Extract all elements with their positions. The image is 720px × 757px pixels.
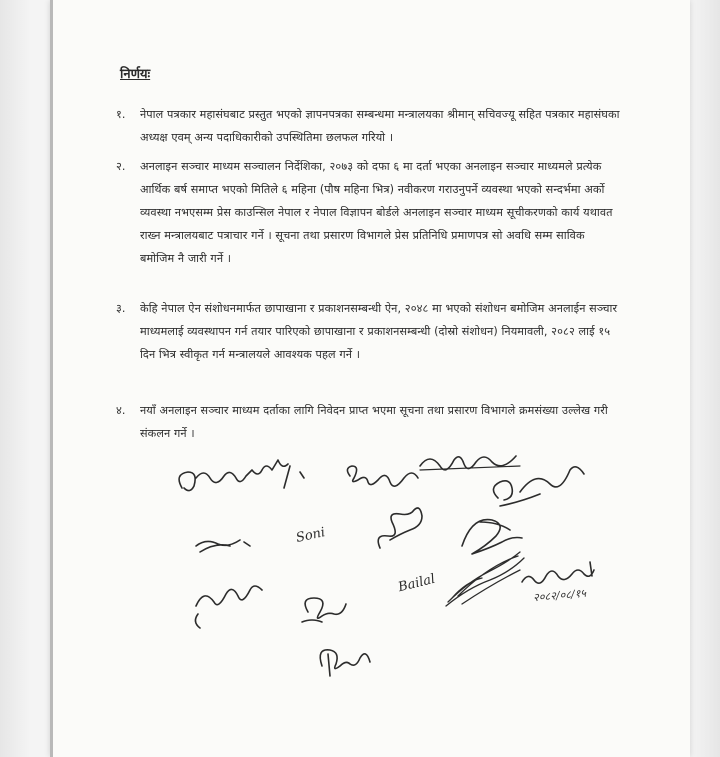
- item-text: अनलाइन सञ्चार माध्यम सञ्चालन निर्देशिका, २०७३ को दफा ६ मा दर्ता भएका अनलाइन सञ्चार माध्यमले प्रत्येक आर्थिक बर्ष समाप्त भएको मितिले ६ महिना (पौष महिना भित्र) नवीकरण गराउनुपर्ने व्यवस्था भएको सन्दर्भमा अर्को व्यवस्था नभएसम्म प्रेस काउन्सिल नेपाल र नेपाल विज्ञापन बोर्डले अनलाइन सञ्चार माध्यम सूचीकरणको कार्य यथावत राख्न मन्त्रालयबाट पत्राचार गर्ने । सूचना तथा प्रसारण विभागले प्रेस प्रतिनिधि प्रमाणपत्र सो अवधि सम्म साविक बमोजिम नै जारी गर्ने ।: [140, 160, 613, 265]
- signature-4: [196, 540, 250, 552]
- item-text: नयाँ अनलाइन सञ्चार माध्यम दर्ताका लागि निवेदन प्राप्त भएमा सूचना तथा प्रसारण विभागले क्रमसंख्या उल्लेख गरी संकलन गर्ने ।: [140, 404, 608, 440]
- item-text: केहि नेपाल ऐन संशोधनमार्फत छापाखाना र प्रकाशनसम्बन्धी ऐन, २०४८ मा भएको संशोधन बमोजिम अनलाईन सञ्चार माध्यमलाई व्यवस्थापन गर्न तयार पारिएको छापाखाना र प्रकाशनसम्बन्धी (दोस्रो संशोधन) नियमावली, २०८२ लाई १५ दिन भित्र स्वीकृत गर्न मन्त्रालयले आवश्यक पहल गर्ने ।: [140, 302, 618, 361]
- item-number: ३.: [116, 302, 126, 315]
- signature-8: [302, 598, 346, 622]
- signature-3: [493, 467, 584, 506]
- item-number: १.: [116, 108, 126, 121]
- signature-name-bailal: Bailal: [396, 571, 437, 596]
- signature-date: २०८२/०८/१५: [532, 586, 587, 605]
- item-number: २.: [116, 160, 126, 173]
- signature-7: [195, 586, 262, 628]
- signature-10: [522, 562, 594, 583]
- item-text: नेपाल पत्रकार महासंघबाट प्रस्तुत भएको ज्ञापनपत्रका सम्बन्धमा मन्त्रालयका श्रीमान् सचिवज्यू सहित पत्रकार महासंघका अध्यक्ष एवम् अन्य पदाधिकारीको उपस्थितिमा छलफल गरियो ।: [140, 108, 620, 144]
- signature-9: [446, 552, 524, 606]
- signature-6: [462, 520, 522, 554]
- signature-11: [320, 650, 370, 676]
- decision-heading: निर्णयः: [120, 67, 151, 82]
- signature-2: [347, 456, 516, 486]
- signature-name-soni: Soni: [294, 525, 327, 546]
- item-number: ४.: [116, 404, 126, 417]
- signature-1: [179, 460, 304, 491]
- signature-5: [378, 508, 422, 548]
